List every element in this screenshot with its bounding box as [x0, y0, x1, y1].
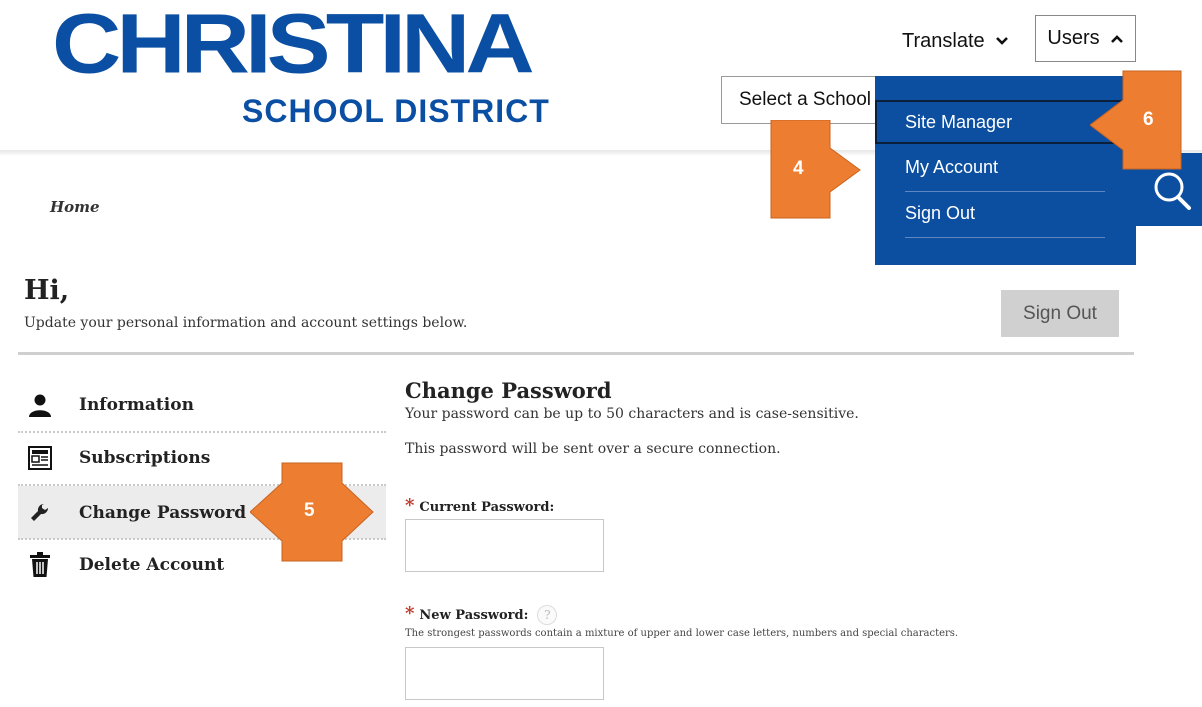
step-4-callout-arrow: [770, 120, 862, 220]
newspaper-icon: [18, 445, 62, 471]
nav-label: Delete Account: [79, 554, 225, 575]
nav-label: Change Password: [79, 502, 247, 523]
new-password-input[interactable]: [405, 647, 604, 700]
new-password-label-text: New Password:: [419, 608, 529, 623]
form-title: Change Password: [405, 378, 612, 403]
menu-item-site-manager[interactable]: Site Manager: [875, 100, 1134, 144]
breadcrumb-home[interactable]: Home: [50, 198, 100, 216]
form-security-note: This password will be sent over a secure connection.: [405, 441, 781, 457]
users-label: Users: [1047, 27, 1100, 49]
logo-subtitle[interactable]: SCHOOL DISTRICT: [242, 93, 550, 129]
sign-out-button[interactable]: Sign Out: [1001, 290, 1119, 337]
wrench-icon: [18, 502, 62, 524]
help-icon[interactable]: ?: [537, 605, 557, 625]
menu-divider: [905, 191, 1105, 192]
nav-item-information[interactable]: [18, 378, 386, 431]
step-4-label: 4: [793, 158, 804, 179]
users-button[interactable]: [1035, 15, 1136, 62]
menu-item-sign-out[interactable]: Sign Out: [905, 203, 976, 223]
required-asterisk: *: [405, 495, 415, 516]
new-password-label: [405, 603, 557, 625]
trash-icon: [18, 552, 62, 578]
chevron-up-icon: [1110, 34, 1124, 44]
nav-label: Subscriptions: [79, 447, 211, 468]
chevron-down-icon: [995, 36, 1009, 46]
section-divider: [18, 352, 1134, 355]
new-password-hint: The strongest passwords contain a mixture of upper and lower case letters, numbers and special characters.: [405, 628, 959, 639]
translate-button[interactable]: [902, 27, 1009, 55]
menu-divider: [905, 237, 1105, 238]
step-5-label: 5: [304, 500, 315, 521]
step-6-callout-arrow: [1090, 70, 1183, 171]
required-asterisk: *: [405, 603, 415, 624]
translate-label: Translate: [902, 29, 985, 52]
menu-item-my-account[interactable]: My Account: [905, 157, 999, 177]
logo-wordmark[interactable]: CHRISTINA: [52, 0, 530, 91]
person-icon: [18, 393, 62, 417]
current-password-label-text: Current Password:: [419, 500, 555, 515]
page-title: Hi,: [24, 275, 70, 306]
current-password-input[interactable]: [405, 519, 604, 572]
school-select[interactable]: Select a School: [721, 76, 877, 124]
form-description: Your password can be up to 50 characters and is case-sensitive.: [405, 406, 859, 422]
page-subtitle: Update your personal information and account settings below.: [24, 315, 468, 331]
step-6-label: 6: [1143, 109, 1154, 130]
current-password-label: [405, 495, 554, 516]
nav-label: Information: [79, 394, 194, 415]
